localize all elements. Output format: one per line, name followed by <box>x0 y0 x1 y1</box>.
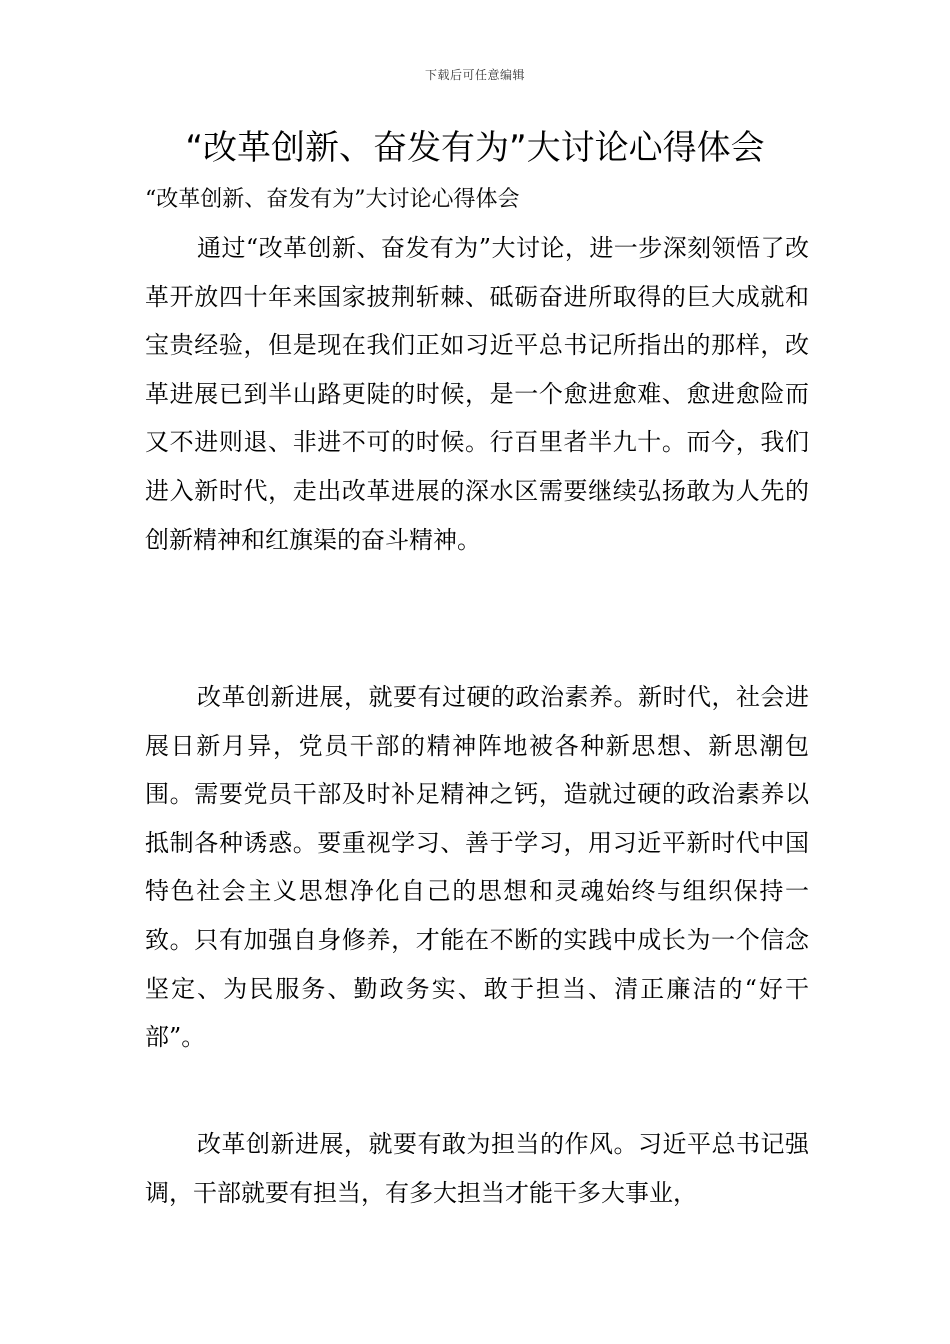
paragraph-2: 改革创新进展，就要有过硬的政治素养。新时代，社会进展日新月异，党员干部的精神阵地被各种新思想、新思潮包围。需要党员干部及时补足精神之钙，造就过硬的政治素养以抵制各种诱惑。要重视学习、善于学习，用习近平新时代中国特色社会主义思想净化自己的思想和灵魂始终与组织保持一致。只有加强自身修养，才能在不断的实践中成长为一个信念坚定、为民服务、勤政务实、敢于担当、清正廉洁的“好干部”。 <box>145 683 809 1052</box>
document-title: “改革创新、奋发有为”大讨论心得体会 <box>185 128 765 168</box>
document-subtitle: “改革创新、奋发有为”大讨论心得体会 <box>145 187 520 212</box>
paragraph-1: 通过“改革创新、奋发有为”大讨论，进一步深刻领悟了改革开放四十年来国家披荆斩棘、砥砺奋进所取得的巨大成就和宝贵经验，但是现在我们正如习近平总书记所指出的那样，改革进展已到半山路更陡的时候，是一个愈进愈难、愈进愈险而又不进则退、非进不可的时候。行百里者半九十。而今，我们进入新时代，走出改革进展的深水区需要继续弘扬敢为人先的创新精神和红旗渠的奋斗精神。 <box>145 234 809 554</box>
header-note: 下载后可任意编辑 <box>424 68 525 82</box>
paragraph-3: 改革创新进展，就要有敢为担当的作风。习近平总书记强调，干部就要有担当，有多大担当才能干多大事业， <box>145 1130 809 1207</box>
